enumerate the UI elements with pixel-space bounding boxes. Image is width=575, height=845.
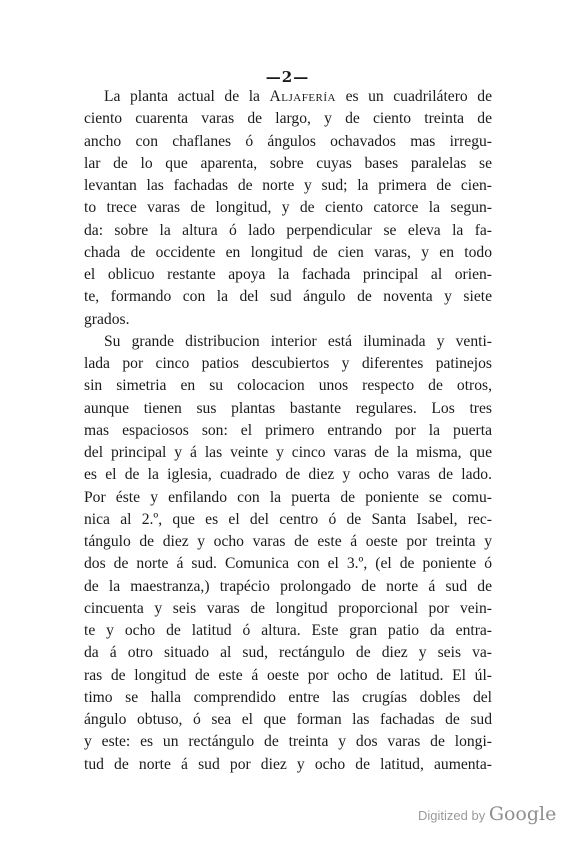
text-line: timo se halla comprendido entre las crugías dobles del <box>84 688 492 706</box>
text-line: levantan las fachadas de norte y sud; la primera de cien- <box>84 177 492 194</box>
page-number: —2— <box>265 68 310 86</box>
text-line: del principal y á las veinte y cinco varas de la misma, que <box>84 444 492 461</box>
text-line: ancho con chaflanes ó ángulos ochavados mas irregu- <box>84 132 492 150</box>
google-logo: Google <box>488 803 557 825</box>
text-line: lar de lo que aparenta, sobre cuyas bases paralelas se <box>84 154 492 172</box>
place-name: Aljafería <box>269 88 337 105</box>
watermark-prefix: Digitized by <box>418 808 489 823</box>
text-line: cincuenta y seis varas de longitud proporcional por vein- <box>84 599 492 617</box>
text-line: el oblicuo restante apoya la fachada principal al orien- <box>84 266 492 283</box>
text-line: La planta actual de la Aljafería es un cuadrilátero de <box>104 88 492 105</box>
text-line: Por éste y enfilando con la puerta de poniente se comu- <box>84 488 492 506</box>
text-line: ángulo obtuso, ó sea el que forman las fachadas de sud <box>84 711 492 728</box>
text-line: to trece varas de longitud, y de ciento catorce la segun- <box>84 199 492 217</box>
text-line: lada por cinco patios descubiertos y diferentes patinejos <box>84 355 492 372</box>
text-line: grados. <box>84 310 130 328</box>
text-line: de la maestranza,) trapécio prolongado de norte á sud de <box>84 577 492 595</box>
text-line: mas espaciosos son: el primero entrando por la puerta <box>84 421 492 439</box>
text-line: chada de occidente en longitud de cien varas, y en todo <box>84 243 492 261</box>
text-line: es el de la iglesia, cuadrado de diez y ocho varas de lado. <box>84 466 492 484</box>
text-line: sin simetria en su colocacion unos respecto de otros, <box>84 377 492 395</box>
text-line: da: sobre la altura ó lado perpendicular se eleva la fa- <box>84 221 492 239</box>
text-line: da á otro situado al sud, rectángulo de diez y seis va- <box>84 644 492 662</box>
body-text <box>84 86 492 776</box>
text-line: dos de norte á sud. Comunica con el 3.º, (el de poniente ó <box>84 555 492 573</box>
text-line: tud de norte á sud por diez y ocho de latitud, aumenta- <box>84 755 492 773</box>
text-line: te y ocho de latitud ó altura. Este gran patio da entra- <box>84 622 492 639</box>
text-line: ciento cuarenta varas de largo, y de ciento treinta de <box>84 110 492 128</box>
text-line: nica al 2.º, que es el del centro ó de Santa Isabel, rec- <box>84 510 492 528</box>
text-line: tángulo de diez y ocho varas de este á oeste por treinta y <box>84 533 492 550</box>
text-line: Su grande distribucion interior está iluminada y venti- <box>104 332 492 350</box>
text-line: ras de longitud de este á oeste por ocho de latitud. El úl- <box>84 666 492 684</box>
text-line: y este: es un rectángulo de treinta y dos varas de longi- <box>84 733 492 751</box>
text-line: aunque tienen sus plantas bastante regulares. Los tres <box>84 399 492 417</box>
text-line: te, formando con la del sud ángulo de noventa y siete <box>84 288 492 306</box>
digitized-by-google-watermark <box>418 803 556 825</box>
